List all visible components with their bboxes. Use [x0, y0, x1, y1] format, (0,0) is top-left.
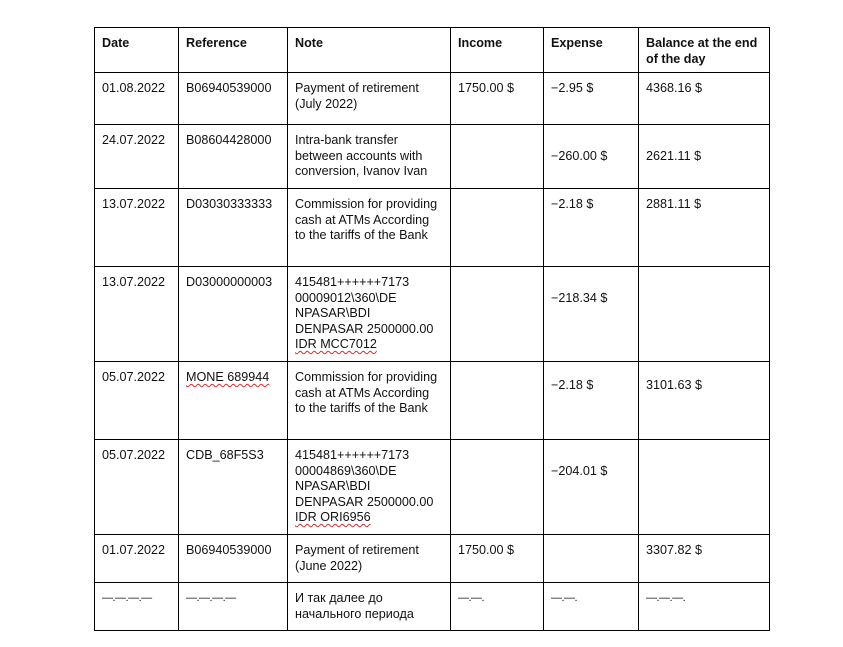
table-row	[95, 440, 770, 535]
cell-balance	[639, 125, 770, 189]
cell-date: 13.07.2022	[95, 189, 179, 267]
expense-value: −260.00 $	[551, 149, 608, 163]
cell-reference: B06940539000	[179, 535, 288, 583]
table-row	[95, 267, 770, 362]
cell-reference: —.—.—.—	[179, 583, 288, 631]
cell-expense: —.—.	[544, 583, 639, 631]
note-line: 415481++++++7173	[295, 448, 410, 462]
header-note: Note	[288, 28, 451, 73]
note-line-spellcheck: IDR ORI6956	[295, 510, 371, 524]
reference-spellcheck: MONE 689944	[186, 370, 270, 384]
cell-date: 24.07.2022	[95, 125, 179, 189]
transactions-table	[94, 27, 770, 631]
cell-expense: −2.18 $	[544, 189, 639, 267]
cell-reference	[179, 362, 288, 440]
cell-income	[451, 189, 544, 267]
header-date: Date	[95, 28, 179, 73]
cell-note: Payment of retirement (July 2022)	[288, 73, 451, 125]
cell-note	[288, 440, 451, 535]
cell-note: Commission for providing cash at ATMs According to the tariffs of the Bank	[288, 362, 451, 440]
note-line-spellcheck: IDR MCC7012	[295, 337, 377, 351]
cell-income	[451, 267, 544, 362]
header-balance: Balance at the end of the day	[639, 28, 770, 73]
header-reference: Reference	[179, 28, 288, 73]
cell-balance	[639, 362, 770, 440]
cell-date: 05.07.2022	[95, 362, 179, 440]
expense-value: −204.01 $	[551, 464, 608, 478]
cell-note: Payment of retirement (June 2022)	[288, 535, 451, 583]
cell-reference: CDB_68F5S3	[179, 440, 288, 535]
cell-income	[451, 362, 544, 440]
cell-reference: D03030333333	[179, 189, 288, 267]
note-line: NPASAR\BDI	[295, 306, 371, 320]
cell-income: 1750.00 $	[451, 73, 544, 125]
expense-value: −2.18 $	[551, 378, 594, 392]
cell-reference: B06940539000	[179, 73, 288, 125]
note-line: NPASAR\BDI	[295, 479, 371, 493]
note-line: 00009012\360\DE	[295, 290, 397, 305]
table-row	[95, 362, 770, 440]
cell-note	[288, 267, 451, 362]
header-income: Income	[451, 28, 544, 73]
table-row	[95, 125, 770, 189]
cell-income	[451, 440, 544, 535]
table-row	[95, 73, 770, 125]
cell-note: И так далее до начального периода	[288, 583, 451, 631]
cell-expense	[544, 535, 639, 583]
cell-balance: 4368.16 $	[639, 73, 770, 125]
table-row	[95, 583, 770, 631]
cell-note: Intra-bank transfer between accounts with conversion, Ivanov Ivan	[288, 125, 451, 189]
balance-value: 2621.11 $	[646, 149, 702, 163]
cell-reference: D03000000003	[179, 267, 288, 362]
cell-date: 01.08.2022	[95, 73, 179, 125]
cell-expense: −2.95 $	[544, 73, 639, 125]
cell-balance	[639, 440, 770, 535]
cell-note: Commission for providing cash at ATMs According to the tariffs of the Bank	[288, 189, 451, 267]
table-header-row	[95, 28, 770, 73]
cell-reference: B08604428000	[179, 125, 288, 189]
expense-value: −218.34 $	[551, 291, 608, 305]
cell-date: 01.07.2022	[95, 535, 179, 583]
cell-date: —.—.—.—	[95, 583, 179, 631]
cell-balance: —.—.—.	[639, 583, 770, 631]
cell-date: 13.07.2022	[95, 267, 179, 362]
table-row	[95, 535, 770, 583]
cell-income: —.—.	[451, 583, 544, 631]
table-row	[95, 189, 770, 267]
cell-expense	[544, 125, 639, 189]
note-line: 415481++++++7173	[295, 275, 410, 289]
balance-value: 3101.63 $	[646, 378, 703, 392]
note-line: DENPASAR 2500000.00	[295, 321, 434, 336]
cell-expense	[544, 267, 639, 362]
cell-balance	[639, 267, 770, 362]
note-line: 00004869\360\DE	[295, 463, 397, 478]
cell-income: 1750.00 $	[451, 535, 544, 583]
cell-expense	[544, 440, 639, 535]
cell-balance: 3307.82 $	[639, 535, 770, 583]
header-expense: Expense	[544, 28, 639, 73]
cell-expense	[544, 362, 639, 440]
cell-income	[451, 125, 544, 189]
cell-date: 05.07.2022	[95, 440, 179, 535]
cell-balance: 2881.11 $	[639, 189, 770, 267]
note-line: DENPASAR 2500000.00	[295, 494, 434, 509]
statement-document	[94, 27, 770, 631]
